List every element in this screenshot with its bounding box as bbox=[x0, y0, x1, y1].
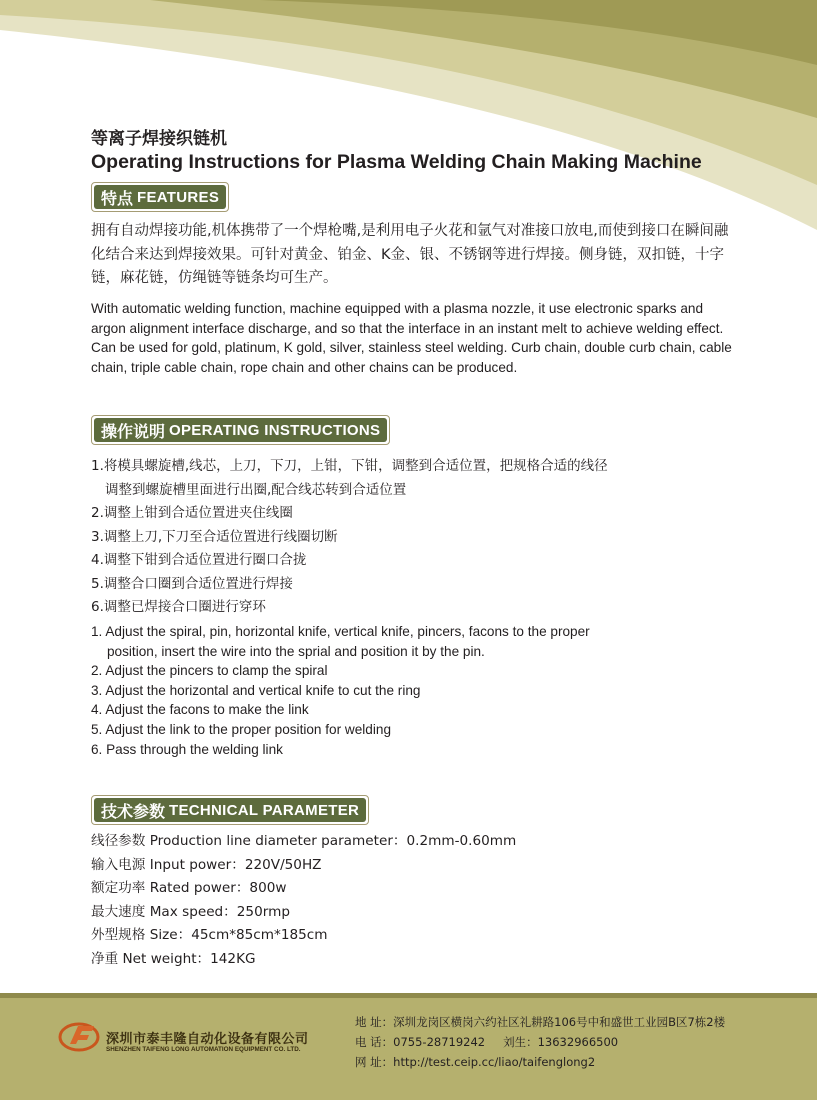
list-item: 3. Adjust the horizontal and vertical knife to cut the ring bbox=[91, 682, 421, 698]
technical-tag-english: TECHNICAL PARAMETER bbox=[169, 801, 360, 819]
company-logo-icon bbox=[58, 1018, 100, 1054]
list-item: 4.调整下钳到合适位置进行圈口合拢 bbox=[91, 552, 307, 568]
title-chinese: 等离子焊接织链机 bbox=[91, 129, 227, 149]
param-net-weight: 净重 Net weight：142KG bbox=[91, 950, 256, 967]
list-item: 5.调整合口圈到合适位置进行焊接 bbox=[91, 575, 293, 592]
operating-section-tag bbox=[91, 415, 390, 445]
list-item: 1. Adjust the spiral, pin, horizontal knife, vertical knife, pincers, facons to the proper position, insert the wire into the sprial and position it by the pin. bbox=[91, 624, 590, 659]
features-english-text: With automatic welding function, machine equipped with a plasma nozzle, it use electronic sparks and argon alignment interface discharge, and so that the interface in an instant melt to achieve welding effect. Can be used for gold, platinum, K gold, silver, stainless steel welding. Curb chain, double curb chain, cable chain, triple cable chain, rope chain and other chains can be produced. bbox=[91, 301, 732, 375]
operating-tag-chinese: 操作说明 bbox=[101, 421, 166, 441]
technical-section-tag bbox=[91, 795, 369, 825]
contact-phone-row bbox=[355, 1032, 725, 1052]
contact-website[interactable]: 网 址：http://test.ceip.cc/liao/taifenglong2 bbox=[355, 1055, 596, 1069]
features-tag-chinese: 特点 bbox=[101, 188, 134, 208]
list-item: 3.调整上刀,下刀至合适位置进行线圈切断 bbox=[91, 528, 338, 545]
company-name-chinese: 深圳市泰丰隆自动化设备有限公司 bbox=[106, 1032, 309, 1047]
contact-mobile: 刘生：13632966500 bbox=[503, 1035, 619, 1049]
list-item: 1.将模具螺旋槽,线芯，上刀，下刀，上钳，下钳，调整到合适位置，把规格合适的线径 调整到螺旋槽里面进行出圈,配合线芯转到合适位置 bbox=[91, 458, 608, 498]
list-item: 4. Adjust the facons to make the link bbox=[91, 702, 309, 718]
features-tag-english: FEATURES bbox=[137, 188, 220, 206]
footer bbox=[0, 993, 817, 1100]
operating-steps-english bbox=[91, 622, 590, 759]
operating-steps-chinese bbox=[91, 455, 608, 620]
operating-tag-english: OPERATING INSTRUCTIONS bbox=[169, 421, 381, 439]
footer-divider bbox=[0, 993, 817, 998]
list-item: 6. Pass through the welding link bbox=[91, 741, 283, 757]
company-name-english: SHENZHEN TAIFENG LONG AUTOMATION EQUIPMENT CO. LTD. bbox=[106, 1046, 301, 1053]
contact-info bbox=[355, 1012, 725, 1072]
list-item: 5. Adjust the link to the proper position for welding bbox=[91, 721, 391, 737]
param-input-power: 输入电源 Input power：220V/50HZ bbox=[91, 856, 322, 873]
list-item: 2. Adjust the pincers to clamp the spiral bbox=[91, 663, 328, 679]
param-rated-power: 额定功率 Rated power：800w bbox=[91, 880, 287, 896]
features-section-tag bbox=[91, 182, 229, 212]
list-item: 2.调整上钳到合适位置进夹住线圈 bbox=[91, 505, 293, 521]
technical-parameters-list bbox=[91, 830, 516, 971]
technical-tag-chinese: 技术参数 bbox=[101, 801, 166, 821]
list-item: 6.调整已焊接合口圈进行穿环 bbox=[91, 599, 266, 615]
features-chinese-text: 拥有自动焊接功能,机体携带了一个焊枪嘴,是利用电子火花和氩气对准接口放电,而使到接口在瞬间融化结合来达到焊接效果。可针对黄金、铂金、K金、银、不锈钢等进行焊接。侧身链，双扣链，十字链，麻花链，仿绳链等链条均可生产。 bbox=[91, 223, 729, 286]
contact-address: 地 址：深圳龙岗区横岗六约社区礼耕路106号中和盛世工业园B区7栋2楼 bbox=[355, 1015, 726, 1029]
title-english: Operating Instructions for Plasma Welding Chain Making Machine bbox=[91, 151, 702, 173]
param-max-speed: 最大速度 Max speed：250rmp bbox=[91, 903, 290, 920]
param-size: 外型规格 Size：45cm*85cm*185cm bbox=[91, 927, 328, 943]
contact-phone: 电 话：0755-28719242 bbox=[355, 1035, 486, 1049]
param-line-diameter: 线径参数 Production line diameter parameter：0.2mm-0.60mm bbox=[91, 833, 517, 849]
